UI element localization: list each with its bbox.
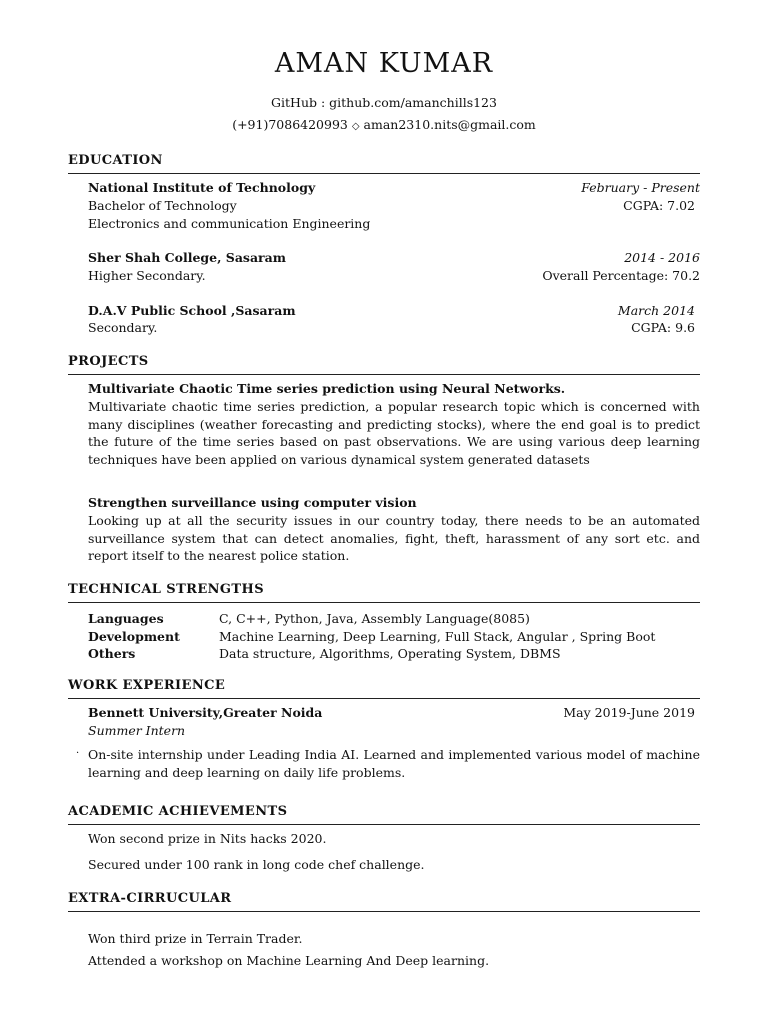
section-divider [68, 698, 700, 699]
achievement-item: Won second prize in Nits hacks 2020. [88, 831, 327, 846]
skill-value: Machine Learning, Deep Learning, Full Stack, Angular , Spring Boot [219, 629, 656, 644]
project-title: Strengthen surveillance using computer vision [88, 495, 417, 510]
skill-label: Others [88, 646, 136, 661]
section-heading-projects: PROJECTS [68, 354, 149, 369]
section-heading-work: WORK EXPERIENCE [68, 678, 226, 693]
education-degree: Secondary. [88, 320, 158, 335]
section-heading-education: EDUCATION [68, 153, 163, 168]
section-heading-extracurricular: EXTRA-CIRRUCULAR [68, 891, 232, 906]
skill-label: Languages [88, 611, 164, 626]
education-date: March 2014 [617, 303, 695, 318]
section-divider [68, 824, 700, 825]
skill-value: C, C++, Python, Java, Assembly Language(8085) [219, 611, 530, 626]
extracurricular-item: Attended a workshop on Machine Learning And Deep learning. [88, 953, 490, 968]
skill-value: Data structure, Algorithms, Operating System, DBMS [219, 646, 561, 661]
education-school: National Institute of Technology [88, 180, 316, 195]
education-degree: Higher Secondary. [88, 268, 206, 283]
work-description: On-site internship under Leading India AI. Learned and implemented various model of machine learning and deep learning on daily life problems. [88, 747, 700, 780]
section-divider [68, 911, 700, 912]
work-role: Summer Intern [88, 723, 186, 738]
resume-name: AMAN KUMAR [274, 48, 494, 79]
section-divider [68, 602, 700, 603]
github-link[interactable]: GitHub : github.com/amanchills123 [271, 95, 497, 110]
section-divider [68, 173, 700, 174]
education-branch: Electronics and communication Engineering [88, 216, 371, 231]
section-divider [68, 374, 700, 375]
contact-line [0, 117, 768, 132]
education-score: CGPA: 9.6 [631, 320, 695, 335]
project-description: Looking up at all the security issues in our country today, there needs to be an automated surveillance system that can detect anomalies, fight, theft, harassment of any sort etc. and report itself to the nearest police station. [88, 513, 700, 563]
work-date: May 2019-June 2019 [563, 705, 695, 720]
section-heading-achievements: ACADEMIC ACHIEVEMENTS [68, 804, 288, 819]
education-date: February - Present [581, 180, 700, 195]
education-school: Sher Shah College, Sasaram [88, 250, 286, 265]
phone-number: (+91)7086420993 [232, 117, 348, 132]
work-organization: Bennett University,Greater Noida [88, 705, 323, 720]
extracurricular-item: Won third prize in Terrain Trader. [88, 931, 303, 946]
skill-label: Development [88, 629, 180, 644]
project-title: Multivariate Chaotic Time series prediction using Neural Networks. [88, 381, 566, 396]
section-heading-skills: TECHNICAL STRENGTHS [68, 582, 264, 597]
bullet-icon: · [76, 748, 80, 759]
project-description: Multivariate chaotic time series prediction, a popular research topic which is concerned with many disciplines (weather forecasting and predicting stocks), where the end goal is to predict the future of the time series based on past observations. We are using various deep learning techniques have been applied on various dynamical system generated datasets [88, 399, 700, 467]
achievement-item: Secured under 100 rank in long code chef challenge. [88, 857, 425, 872]
diamond-separator-icon: ◇ [351, 121, 360, 132]
education-degree: Bachelor of Technology [88, 198, 237, 213]
education-score: CGPA: 7.02 [623, 198, 695, 213]
education-school: D.A.V Public School ,Sasaram [88, 303, 296, 318]
email-link[interactable]: aman2310.nits@gmail.com [363, 117, 536, 132]
education-date: 2014 - 2016 [624, 250, 700, 265]
education-score: Overall Percentage: 70.2 [542, 268, 700, 283]
